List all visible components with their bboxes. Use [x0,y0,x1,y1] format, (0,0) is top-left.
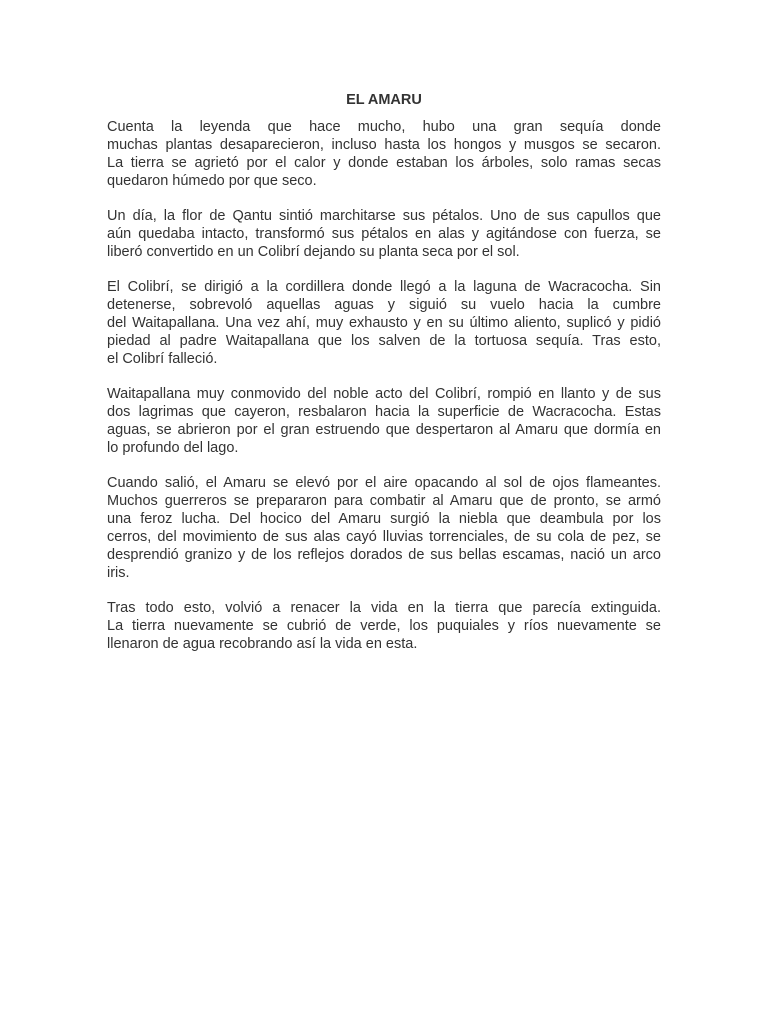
text-line: La tierra nuevamente se cubrió de verde, los puquiales y ríos nuevamente se [107,618,661,634]
text-line: La tierra se agrietó por el calor y donde estaban los árboles, solo ramas secas [107,155,661,171]
paragraph [107,599,661,653]
text-line: dos lagrimas que cayeron, resbalaron hacia la superficie de Wacracocha. Estas [107,404,661,420]
text-line: Muchos guerreros se prepararon para combatir al Amaru que de pronto, se armó [107,493,661,509]
paragraph [107,207,661,261]
text-line: quedaron húmedo por que seco. [107,173,317,189]
text-line: Cuenta la leyenda que hace mucho, hubo una gran sequía donde [107,119,661,135]
text-line: piedad al padre Waitapallana que los salven de la tortuosa sequía. Tras esto, [107,333,661,349]
document-body [107,118,661,670]
text-line: iris. [107,565,130,581]
text-line: una feroz lucha. Del hocico del Amaru surgió la niebla que deambula por los [107,511,661,527]
text-line: aguas, se abrieron por el gran estruendo que despertaron al Amaru que dormía en [107,422,661,438]
text-line: cerros, del movimiento de sus alas cayó lluvias torrenciales, de su cola de pez, se [107,529,661,545]
text-line: el Colibrí falleció. [107,351,218,367]
paragraph [107,118,661,190]
text-line: detenerse, sobrevoló aquellas aguas y siguió su vuelo hacia la cumbre [107,297,661,313]
text-line: desprendió granizo y de los reflejos dorados de sus bellas escamas, nació un arco [107,547,661,563]
paragraph [107,385,661,457]
paragraph [107,474,661,582]
text-line: lo profundo del lago. [107,440,239,456]
text-line: aún quedaba intacto, transformó sus pétalos en alas y agitándose con fuerza, se [107,226,661,242]
paragraph [107,278,661,368]
text-line: Un día, la flor de Qantu sintió marchitarse sus pétalos. Uno de sus capullos que [107,208,661,224]
text-line: del Waitapallana. Una vez ahí, muy exhausto y en su último aliento, suplicó y pidió [107,315,661,331]
text-line: Cuando salió, el Amaru se elevó por el aire opacando al sol de ojos flameantes. [107,475,661,491]
text-line: El Colibrí, se dirigió a la cordillera donde llegó a la laguna de Wacracocha. Sin [107,279,661,295]
text-line: muchas plantas desaparecieron, incluso hasta los hongos y musgos se secaron. [107,137,661,153]
text-line: Waitapallana muy conmovido del noble acto del Colibrí, rompió en llanto y de sus [107,386,661,402]
text-line: llenaron de agua recobrando así la vida en esta. [107,636,418,652]
document-title: EL AMARU [346,92,422,108]
text-line: Tras todo esto, volvió a renacer la vida en la tierra que parecía extinguida. [107,600,661,616]
text-line: liberó convertido en un Colibrí dejando su planta seca por el sol. [107,244,520,260]
